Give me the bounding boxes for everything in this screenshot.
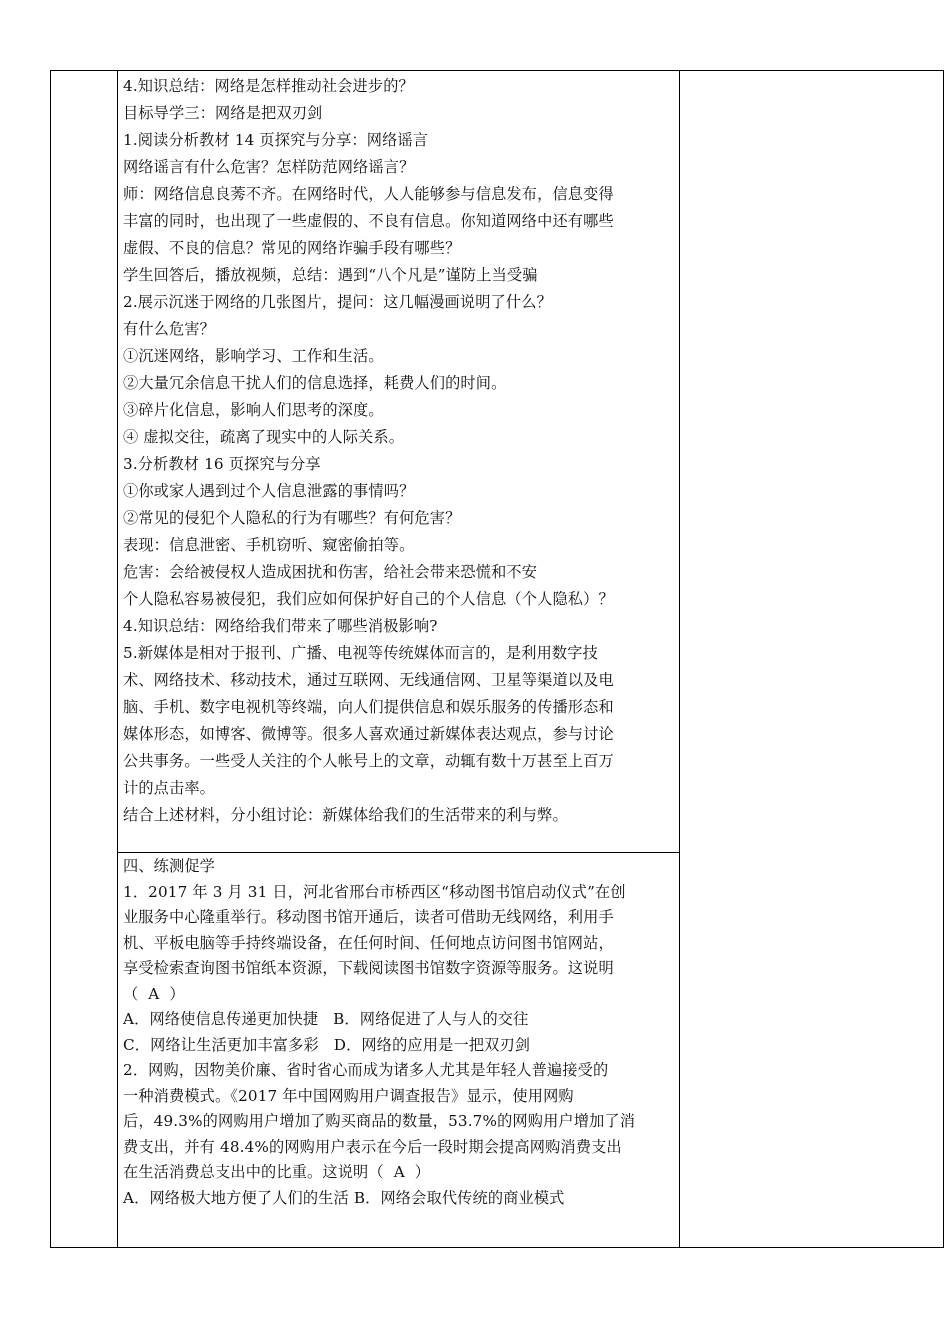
text-line: 在生活消费总支出中的比重。这说明（ A ）: [123, 1163, 431, 1181]
practice-cell: [123, 854, 675, 1211]
answer-line: （ A ）: [123, 984, 185, 1003]
option-line: C．网络让生活更加丰富多彩 D．网络的应用是一把双刃剑: [123, 1035, 531, 1054]
teaching-content-cell: [123, 73, 675, 829]
text-line: 2．网购，因物美价廉、省时省心而成为诸多人尤其是年轻人普遍接受的: [123, 1061, 609, 1079]
text-line: 结合上述材料，分小组讨论：新媒体给我们的生活带来的利与弊。: [123, 806, 568, 824]
text-line: 目标导学三：网络是把双刃剑: [123, 104, 323, 122]
text-line: 一种消费模式。《2017 年中国网购用户调查报告》显示，使用网购: [123, 1086, 574, 1105]
text-line: ④ 虚拟交往，疏离了现实中的人际关系。: [123, 428, 405, 446]
text-line: 1.阅读分析教材 14 页探究与分享：网络谣言: [123, 131, 429, 149]
text-line: 个人隐私容易被侵犯，我们应如何保护好自己的个人信息（个人隐私）？: [123, 590, 614, 608]
text-line: 4.知识总结：网络是怎样推动社会进步的？: [123, 77, 414, 95]
text-line: 4.知识总结：网络给我们带来了哪些消极影响?: [123, 617, 438, 635]
option-line: A．网络极大地方便了人们的生活 B．网络会取代传统的商业模式: [123, 1188, 565, 1207]
text-line: 公共事务。一些受人关注的个人帐号上的文章，动辄有数十万甚至上百万: [123, 752, 614, 770]
text-line: 脑、手机、数字电视机等终端，向人们提供信息和娱乐服务的传播形态和: [123, 698, 614, 716]
text-line: ①沉迷网络，影响学习、工作和生活。: [123, 347, 384, 365]
text-line: 后，49.3%的网购用户增加了购买商品的数量，53.7%的网购用户增加了消: [123, 1112, 636, 1130]
section-heading: 四、练测促学: [123, 857, 216, 875]
text-line: 师：网络信息良莠不齐。在网络时代，人人能够参与信息发布，信息变得: [123, 185, 614, 203]
text-line: 虚假、不良的信息？常见的网络诈骗手段有哪些？: [123, 239, 461, 257]
left-column-divider: [117, 71, 118, 1247]
text-line: 网络谣言有什么危害？怎样防范网络谣言？: [123, 158, 415, 176]
text-line: 媒体形态，如博客、微博等。很多人喜欢通过新媒体表达观点，参与讨论: [123, 725, 614, 743]
row-divider: [117, 852, 679, 853]
text-line: 业服务中心隆重举行。移动图书馆开通后，读者可借助无线网络，利用手: [123, 908, 614, 926]
text-line: 2.展示沉迷于网络的几张图片，提问：这几幅漫画说明了什么？: [123, 293, 552, 311]
text-line: 术、网络技术、移动技术，通过互联网、无线通信网、卫星等渠道以及电: [123, 671, 614, 689]
text-line: 计的点击率。: [123, 779, 216, 797]
text-line: 机、平板电脑等手持终端设备，在任何时间、任何地点访问图书馆网站，: [123, 933, 614, 952]
text-line: 丰富的同时，也出现了一些虚假的、不良有信息。你知道网络中还有哪些: [123, 212, 614, 230]
text-line: 表现：信息泄密、手机窃听、窥密偷拍等。: [123, 536, 415, 554]
text-line: 学生回答后，播放视频，总结：遇到“八个凡是”谨防上当受骗: [123, 266, 538, 284]
text-line: 5.新媒体是相对于报刊、广播、电视等传统媒体而言的，是利用数字技: [123, 644, 598, 662]
text-line: ③碎片化信息，影响人们思考的深度。: [123, 401, 384, 419]
lesson-plan-table: [50, 70, 944, 1248]
text-line: ②大量冗余信息干扰人们的信息选择，耗费人们的时间。: [123, 374, 507, 392]
text-line: 1．2017 年 3 月 31 日，河北省邢台市桥西区“移动图书馆启动仪式”在创: [123, 882, 626, 901]
text-line: 危害：会给被侵权人造成困扰和伤害，给社会带来恐慌和不安: [123, 563, 538, 581]
text-line: 有什么危害？: [123, 320, 216, 338]
text-line: ②常见的侵犯个人隐私的行为有哪些？有何危害？: [123, 509, 461, 527]
text-line: 3.分析教材 16 页探究与分享: [123, 455, 321, 473]
text-line: 费支出，并有 48.4%的网购用户表示在今后一段时期会提高网购消费支出: [123, 1137, 622, 1156]
right-column-divider: [679, 71, 680, 1247]
text-line: 享受检索查询图书馆纸本资源，下载阅读图书馆数字资源等服务。这说明: [123, 959, 614, 977]
option-line: A．网络使信息传递更加快捷 B．网络促进了人与人的交往: [123, 1010, 529, 1028]
text-line: ①你或家人遇到过个人信息泄露的事情吗？: [123, 482, 415, 500]
